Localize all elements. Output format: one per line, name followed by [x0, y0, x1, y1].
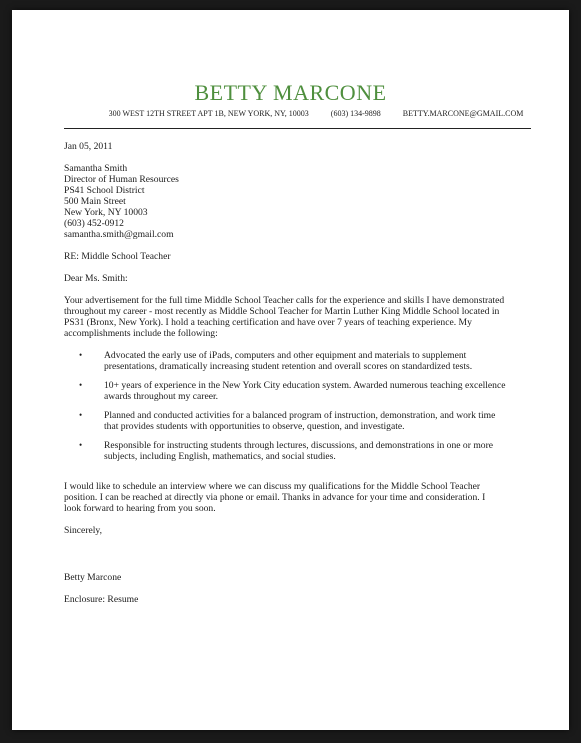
closing-line: I would like to schedule an interview where we can discuss my qualifications for the Middle School Teacher	[64, 481, 481, 492]
bullet-line: 10+ years of experience in the New York City education system. Awarded numerous teaching excellence	[104, 380, 506, 391]
bullet-line: awards throughout my career.	[104, 391, 219, 402]
recipient-line: Samantha Smith	[64, 163, 128, 174]
bullet-line: Advocated the early use of iPads, computers and other equipment and materials to supplement	[104, 350, 467, 361]
bullet-line: presentations, dramatically increasing student retention and overall scores on standardized tests.	[104, 361, 473, 372]
recipient-line: samantha.smith@gmail.com	[64, 229, 174, 240]
intro-line: accomplishments include the following:	[64, 328, 218, 339]
list-item	[64, 410, 524, 432]
intro-paragraph	[64, 295, 524, 339]
applicant-name: BETTY MARCONE	[194, 80, 387, 105]
recipient-line: (603) 452-0912	[64, 218, 124, 229]
header-divider	[64, 128, 531, 129]
closing-line: look forward to hearing from you soon.	[64, 503, 216, 514]
recipient-line: 500 Main Street	[64, 196, 126, 207]
recipient-line: Director of Human Resources	[64, 174, 179, 185]
bullet-line: that provides students with opportunities to observe, question, and investigate.	[104, 421, 405, 432]
letter-body	[64, 141, 524, 605]
bullet-icon: •	[79, 380, 83, 390]
salutation: Dear Ms. Smith:	[64, 273, 128, 284]
bullet-line: Planned and conducted activities for a balanced program of instruction, demonstration, and work time	[104, 410, 496, 421]
bullet-icon: •	[79, 410, 83, 420]
email-text: BETTY.MARCONE@GMAIL.COM	[402, 109, 524, 118]
enclosure-note: Enclosure: Resume	[64, 594, 139, 605]
bullet-icon: •	[79, 350, 83, 360]
contact-line	[66, 109, 566, 118]
recipient-line: New York, NY 10003	[64, 207, 148, 218]
list-item	[64, 350, 524, 372]
bullet-line: Responsible for instructing students through lectures, discussions, and demonstrations in one or more	[104, 440, 494, 451]
accomplishments-list	[64, 350, 524, 462]
letter-page	[12, 10, 569, 730]
bullet-icon: •	[79, 440, 83, 450]
letter-date: Jan 05, 2011	[64, 141, 113, 152]
bullet-line: subjects, including English, mathematics, and social studies.	[104, 451, 336, 462]
signature-name: Betty Marcone	[64, 572, 122, 583]
phone-text: (603) 134-9898	[330, 109, 381, 118]
intro-line: throughout my career - most recently as Middle School Teacher for Martin Luther King Middle School located in	[64, 306, 500, 317]
list-item	[64, 380, 524, 402]
closing-line: position. I can be reached at directly via phone or email. Thanks in advance for your time and consideration. I	[64, 492, 486, 503]
list-item	[64, 440, 524, 462]
recipient-block	[64, 163, 524, 240]
intro-line: Your advertisement for the full time Middle School Teacher calls for the experience and skills I have demonstrated	[64, 295, 505, 306]
recipient-line: PS41 School District	[64, 185, 145, 196]
closing-paragraph	[64, 481, 524, 514]
signoff: Sincerely,	[64, 525, 103, 536]
intro-line: PS31 (Bronx, New York). I hold a teaching certification and have over 7 years of teaching experience. My	[64, 317, 472, 328]
address-text: 300 WEST 12TH STREET APT 1B, NEW YORK, NY, 10003	[108, 109, 309, 118]
subject-line: RE: Middle School Teacher	[64, 251, 171, 262]
